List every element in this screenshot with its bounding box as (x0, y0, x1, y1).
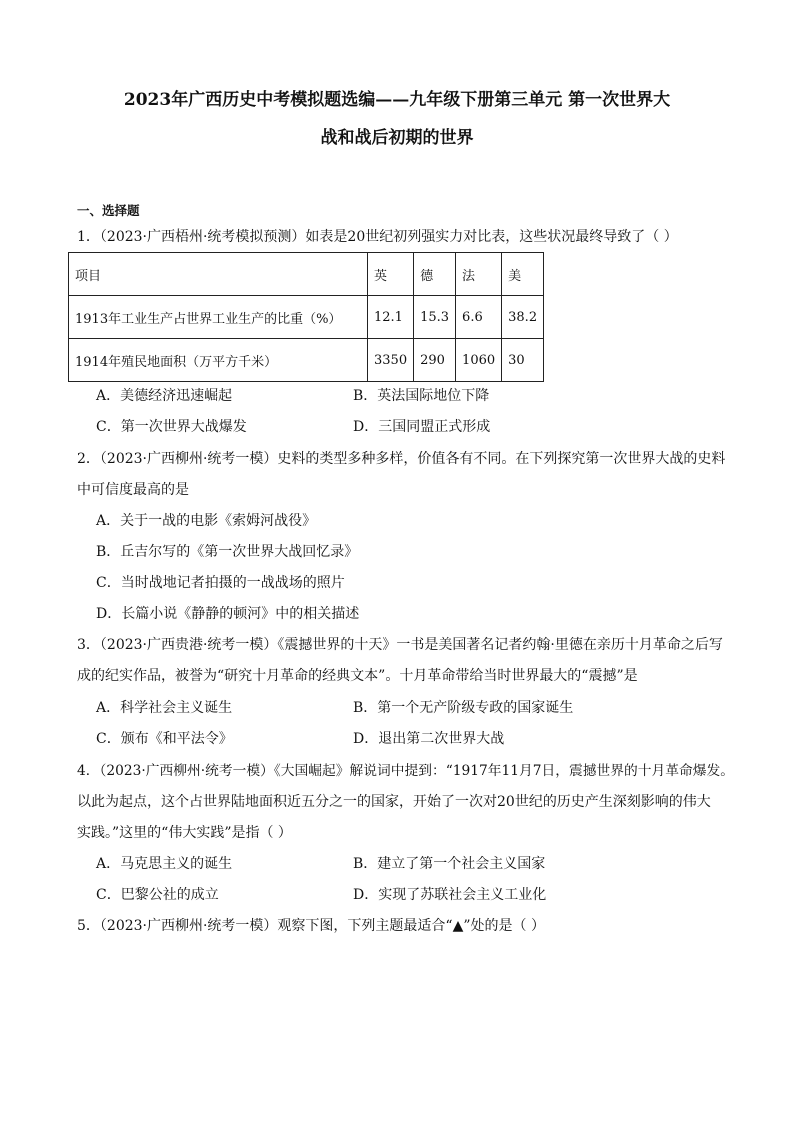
question-1-option-d[interactable]: D．三国同盟正式形成 (353, 419, 491, 435)
question-4-option-b[interactable]: B．建立了第一个社会主义国家 (353, 856, 546, 872)
table-header-cell: 法 (456, 253, 502, 296)
question-4-option-c[interactable]: C．巴黎公社的成立 (96, 887, 219, 903)
question-1-option-b[interactable]: B．英法国际地位下降 (353, 388, 490, 404)
question-2-option-c[interactable]: C．当时战地记者拍摄的一战战场的照片 (96, 575, 345, 591)
table-header-cell: 美 (502, 253, 544, 296)
table-header-row (69, 253, 544, 296)
page-title-line-2: 战和战后初期的世界 (320, 128, 474, 148)
question-2-option-d[interactable]: D．长篇小说《静静的顿河》中的相关描述 (96, 606, 360, 622)
table-cell: 1914年殖民地面积（万平方千米） (69, 339, 368, 382)
table-header-cell: 英 (368, 253, 414, 296)
question-2-stem-line-2: 中可信度最高的是 (77, 482, 189, 498)
table-row (69, 296, 544, 339)
question-2-stem-line-1: 2．（2023·广西柳州·统考一模）史料的类型多种多样，价值各有不同。在下列探究第一次世界大战的史料 (77, 451, 726, 467)
question-3-stem-line-2: 成的纪实作品，被誉为“研究十月革命的经典文本”。十月革命带给当时世界最大的“震撼”是 (77, 668, 638, 684)
table-cell: 12.1 (368, 296, 414, 339)
table-cell: 290 (414, 339, 456, 382)
table-cell: 38.2 (502, 296, 544, 339)
table-row (69, 339, 544, 382)
question-3-option-a[interactable]: A．科学社会主义诞生 (96, 700, 233, 716)
question-4-stem-line-3: 实践。”这里的“伟大实践”是指（ ） (77, 825, 292, 841)
question-4-stem-line-1: 4．（2023·广西柳州·统考一模）《大国崛起》解说词中提到：“1917年11月7日，震撼世界的十月革命爆发。 (77, 763, 735, 779)
question-3-option-b[interactable]: B．第一个无产阶级专政的国家诞生 (353, 700, 574, 716)
power-comparison-table (68, 252, 544, 382)
question-2-option-a[interactable]: A．关于一战的电影《索姆河战役》 (96, 513, 317, 529)
table-cell: 1060 (456, 339, 502, 382)
question-3-option-c[interactable]: C．颁布《和平法令》 (96, 731, 233, 747)
question-3-option-d[interactable]: D．退出第二次世界大战 (353, 731, 505, 747)
table-cell: 3350 (368, 339, 414, 382)
section-heading: 一、选择题 (77, 203, 140, 218)
page-title-line-1: 2023年广西历史中考模拟题选编——九年级下册第三单元 第一次世界大 (123, 90, 671, 110)
question-4-stem-line-2: 以此为起点，这个占世界陆地面积近五分之一的国家，开始了一次对20世纪的历史产生深刻影响的伟大 (77, 794, 711, 810)
table-cell: 15.3 (414, 296, 456, 339)
table-cell: 1913年工业生产占世界工业生产的比重（%） (69, 296, 368, 339)
table-cell: 30 (502, 339, 544, 382)
question-1-option-a[interactable]: A．美德经济迅速崛起 (96, 388, 233, 404)
question-1-option-c[interactable]: C．第一次世界大战爆发 (96, 419, 247, 435)
question-5-stem: 5．（2023·广西柳州·统考一模）观察下图，下列主题最适合“▲”处的是（ ） (77, 918, 545, 934)
table-header-cell: 项目 (69, 253, 368, 296)
table-cell: 6.6 (456, 296, 502, 339)
question-3-stem-line-1: 3．（2023·广西贵港·统考一模）《震撼世界的十天》一书是美国著名记者约翰·里德在亲历十月革命之后写 (77, 637, 723, 653)
question-2-option-b[interactable]: B．丘吉尔写的《第一次世界大战回忆录》 (96, 544, 359, 560)
question-1-stem: 1．（2023·广西梧州·统考模拟预测）如表是20世纪初列强实力对比表，这些状况最终导致了（ ） (77, 229, 678, 245)
question-4-option-a[interactable]: A．马克思主义的诞生 (96, 856, 233, 872)
question-4-option-d[interactable]: D．实现了苏联社会主义工业化 (353, 887, 547, 903)
table-header-cell: 德 (414, 253, 456, 296)
